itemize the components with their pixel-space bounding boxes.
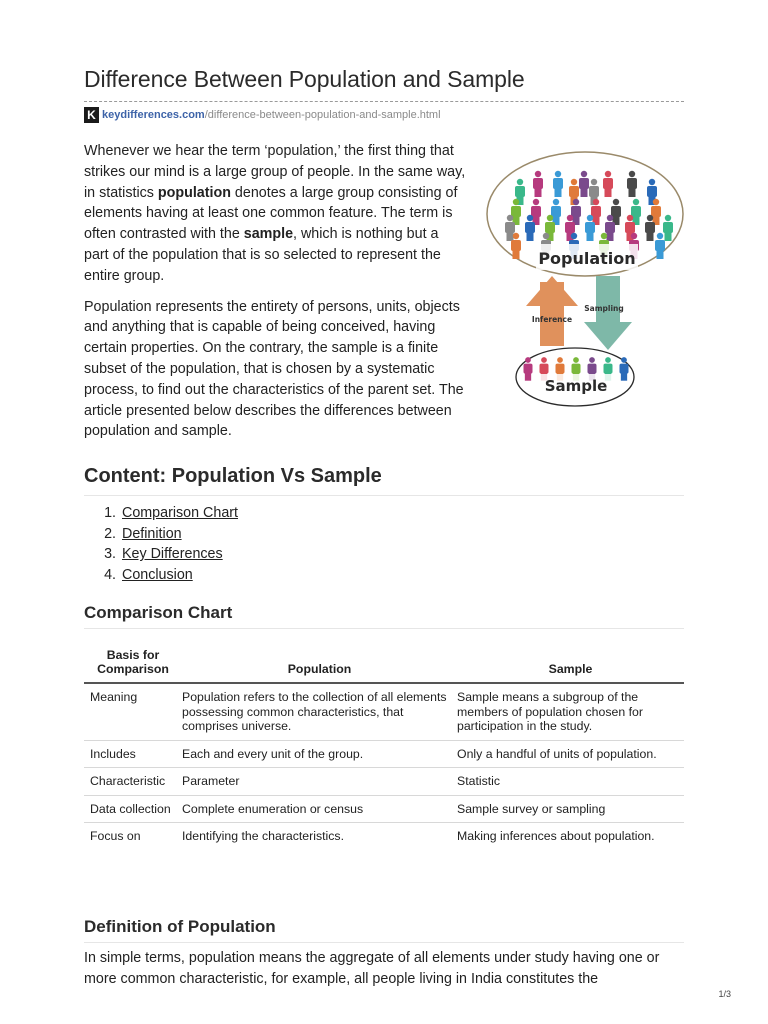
source-link[interactable] [84, 107, 441, 123]
definition-paragraph: In simple terms, population means the aggregate of all elements under study having one or more common characteristic, for example, all people living in India constitutes the [84, 950, 660, 987]
row-basis-cell: Data collection [84, 795, 182, 823]
population-label: Population [538, 249, 636, 268]
row-basis-cell: Characteristic [84, 768, 182, 796]
definition-heading: Definition of Population [84, 917, 276, 936]
toc-item [84, 524, 238, 545]
toc-item [84, 503, 238, 524]
row-sample-cell: Statistic [457, 768, 684, 796]
row-population-cell: Each and every unit of the group. [182, 740, 457, 768]
intro-section [84, 141, 466, 452]
row-population-cell: Complete enumeration or census [182, 795, 457, 823]
table-of-contents [84, 503, 238, 585]
source-domain[interactable]: keydifferences.com [102, 109, 205, 121]
sampling-label: Sampling [584, 304, 624, 313]
comparison-chart-heading: Comparison Chart [84, 603, 233, 622]
table-row [84, 740, 684, 768]
inference-arrow-icon [526, 276, 578, 306]
intro-text-run: denotes a large group consisting of elements having at least one common feature. The term is often contrasted with the [84, 184, 458, 243]
title-divider [84, 101, 684, 102]
row-basis-cell: Meaning [84, 683, 182, 740]
sampling-arrow-icon [584, 322, 632, 350]
toc-item [84, 544, 238, 565]
intro-paragraph-2: Population represents the entirety of persons, units, objects and anything that is capable of being conceived, having certain properties. On the contrary, the sample is a finite subset of the population, that is chosen by a systematic process, to find out the characteristics of the parent set. The article presented below describes the differences between population and sample. [84, 298, 464, 440]
toc-link-conclusion[interactable]: Conclusion [122, 566, 193, 583]
table-row [84, 795, 684, 823]
toc-number: 1. [104, 505, 116, 521]
row-basis-cell: Includes [84, 740, 182, 768]
row-sample-cell: Making inferences about population. [457, 829, 655, 843]
inference-label: Inference [531, 315, 573, 324]
sample-label: Sample [544, 377, 608, 395]
intro-bold-term: population [157, 184, 231, 201]
toc-number: 3. [104, 546, 116, 563]
toc-link-key-differences[interactable]: Key Differences [122, 546, 223, 563]
toc-number: 2. [104, 525, 116, 542]
intro-text-run: , which is nothing but a part of the population that is so selected to represent the entire group. [84, 226, 441, 284]
source-path[interactable]: /difference-between-population-and-sample.html [204, 109, 441, 121]
toc-link-definition[interactable]: Definition [122, 525, 182, 542]
illustration-graphic [484, 150, 686, 412]
page-number: 1/3 [718, 989, 731, 999]
content-heading-rule [84, 495, 684, 496]
population-sample-illustration [484, 150, 686, 412]
content-heading: Content: Population Vs Sample [84, 465, 382, 487]
row-basis-cell: Focus on [90, 829, 141, 843]
row-population-cell: Identifying the characteristics. [182, 829, 344, 843]
row-population-cell: Population refers to the collection of all elements possessing common characteristics, that comprises universe. [182, 683, 457, 740]
page-title: Difference Between Population and Sample [84, 66, 525, 92]
intro-bold-term: sample [243, 226, 294, 243]
sampling-arrow-shaft [596, 276, 620, 326]
table-header-row [84, 646, 684, 683]
table-row [84, 768, 684, 796]
keydifferences-logo-icon: K [84, 107, 99, 123]
row-sample-cell: Sample means a subgroup of the members of population chosen for participation in the study. [457, 683, 684, 740]
header-population: Population [182, 646, 457, 683]
intro-paragraph-1 [84, 141, 466, 287]
definition-heading-rule [84, 942, 684, 943]
comparison-heading-rule [84, 628, 684, 629]
comparison-table [84, 646, 684, 850]
row-sample-cell: Sample survey or sampling [457, 795, 684, 823]
table-row [84, 683, 684, 740]
row-sample-cell: Only a handful of units of population. [457, 740, 684, 768]
table-row [84, 823, 684, 850]
toc-link-comparison-chart[interactable]: Comparison Chart [122, 505, 239, 521]
row-population-cell: Parameter [182, 768, 457, 796]
header-sample: Sample [457, 646, 684, 683]
intro-text-run: Whenever we hear the term ‘population,’ the first thing that strikes our mind is a large group of people. In the same way, in statistics [84, 143, 466, 201]
toc-item [84, 565, 238, 586]
header-basis: Basis for Comparison [84, 646, 182, 683]
toc-number: 4. [104, 566, 116, 583]
